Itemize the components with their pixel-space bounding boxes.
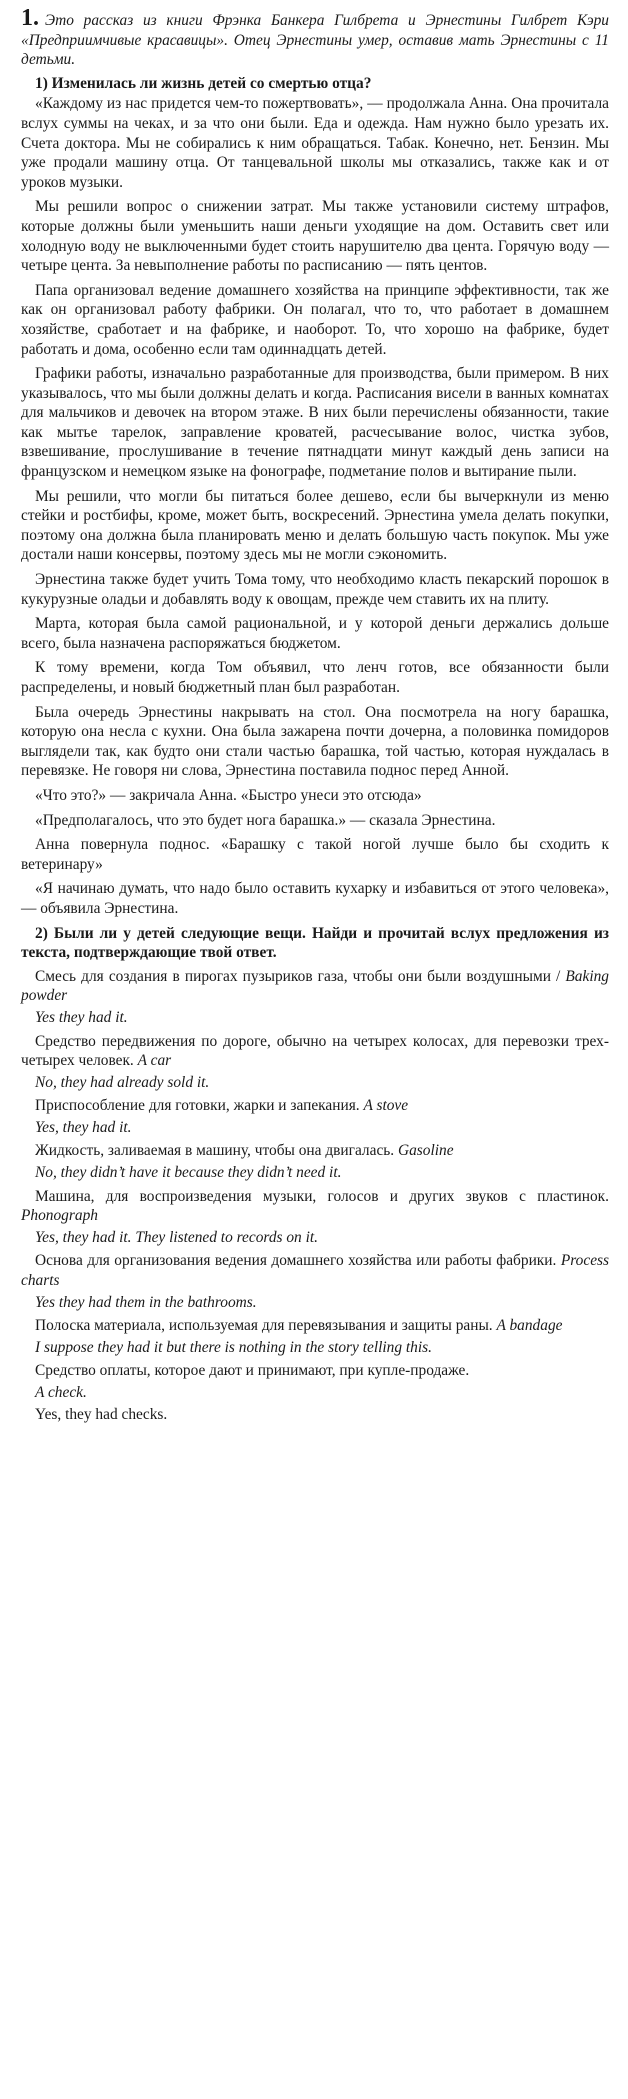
question-2-heading: 2) Были ли у детей следующие вещи. Найди и прочитай вслух предложения из текста, подтверждающие твой ответ.	[21, 924, 609, 962]
vocabulary-list	[21, 967, 609, 1424]
definition-term: A bandage	[496, 1317, 563, 1335]
exercise-number: 1.	[21, 5, 39, 31]
definition-term: A stove	[363, 1097, 409, 1115]
story-text	[21, 94, 609, 918]
definition-term: Baking powder	[21, 967, 609, 1005]
definition-term: Gasoline	[398, 1142, 454, 1160]
answer-line: I suppose they had it but there is nothing in the story telling this.	[35, 1338, 432, 1356]
question-1-heading: 1) Изменилась ли жизнь детей со смертью отца?	[35, 74, 372, 92]
definition-item	[21, 1251, 609, 1290]
definition-item	[21, 1032, 609, 1071]
definition-term: Process charts	[21, 1252, 609, 1290]
story-paragraph: Мы решили, что могли бы питаться более дешево, если бы вычеркнули из меню стейки и ростбифы, кроме, может быть, воскресений. Эрнестина умела делать покупки, поэтому она должна была планировать меню и делать большую часть покупок. Мы уже достали наши консервы, поэтому здесь мы не могли сэкономить.	[21, 487, 609, 564]
definition-item	[21, 967, 609, 1006]
answer-line: Yes, they had it. They listened to records on it.	[35, 1228, 318, 1246]
story-paragraph: Эрнестина также будет учить Тома тому, что необходимо класть пекарский порошок в кукурузные оладьи и добавлять воду к овощам, прежде чем ставить их на плиту.	[21, 571, 609, 608]
definition-item	[21, 1316, 609, 1336]
answer-line: No, they had already sold it.	[35, 1073, 210, 1091]
intro-text: Это рассказ из книги Фрэнка Банкера Гилбрета и Эрнестины Гилбрет Кэри «Предприимчивые красавицы». Отец Эрнестины умер, оставив мать Эрнестины с 11 детьми.	[21, 12, 609, 69]
story-paragraph: «Что это?» — закричала Анна. «Быстро унеси это отсюда»	[35, 786, 422, 804]
story-paragraph: «Я начинаю думать, что надо было оставить кухарку и избавиться от этого человека», — объявила Эрнестина.	[21, 880, 609, 917]
final-answer-line: Yes, they had checks.	[35, 1405, 168, 1423]
definition-item	[21, 1141, 609, 1161]
definition-item	[21, 1361, 609, 1381]
definition-text: Средство оплаты, которое дают и принимают, при купле-продаже.	[35, 1362, 470, 1380]
answer-line: Yes they had it.	[35, 1008, 128, 1026]
story-paragraph: «Предполагалось, что это будет нога барашка.» — сказала Эрнестина.	[35, 811, 496, 829]
story-paragraph: Была очередь Эрнестины накрывать на стол. Она посмотрела на ногу барашка, которую она несла с кухни. Она была зажарена почти дочерна, а половинка помидоров выглядели так, как будто они стали частью барашка, той частью, которая нуждалась в перевязке. Не говоря ни слова, Эрнестина поставила поднос перед Анной.	[21, 703, 609, 780]
story-paragraph: Марта, которая была самой рациональной, и у которой деньги держались дольше всего, была назначена распоряжаться бюджетом.	[21, 615, 609, 652]
exercise-intro	[21, 5, 609, 70]
story-paragraph: «Каждому из нас придется чем-то пожертвовать», — продолжала Анна. Она прочитала вслух суммы на чеках, и за что они были. Еда и одежда. Нам нужно было урезать их. Счета доктора. Мы не собирались к ним обращаться. Табак. Конечно, нет. Бензин. Мы уже продали машину отца. От танцевальной школы мы отказались, также как и от уроков музыки.	[21, 95, 609, 191]
definition-text: Жидкость, заливаемая в машину, чтобы она двигалась.	[35, 1142, 398, 1160]
definition-term: Phonograph	[21, 1207, 98, 1225]
definition-text: Полоска материала, используемая для перевязывания и защиты раны.	[35, 1317, 497, 1335]
definition-term: A car	[137, 1052, 172, 1070]
definition-text: Основа для организования ведения домашнего хозяйства или работы фабрики.	[35, 1252, 561, 1270]
story-paragraph: Мы решили вопрос о снижении затрат. Мы также установили систему штрафов, которые должны были уменьшить наши деньги уходящие на дом. Оставить свет или холодную воду не выключенными будет стоить нарушителю два цента. Горячую воду — четыре цента. За невыполнение работы по расписанию — пять центов.	[21, 198, 609, 275]
definition-text: Машина, для воспроизведения музыки, голосов и других звуков с пластинок.	[35, 1187, 609, 1205]
answer-line: Yes, they had it.	[35, 1118, 132, 1136]
answer-line: A check.	[35, 1384, 87, 1401]
definition-text: Средство передвижения по дороге, обычно на четырех колосах, для перевозки трех-четырех человек.	[21, 1032, 609, 1070]
story-paragraph: К тому времени, когда Том объявил, что ленч готов, все обязанности были распределены, и новый бюджетный план был разработан.	[21, 659, 609, 696]
story-paragraph: Графики работы, изначально разработанные для производства, были примером. В них указывалось, что мы были должны делать и когда. Расписания висели в ванных комнатах для мальчиков и девочек на втором этаже. В них были перечислены обязанности, такие как мытье тарелок, заправление кроватей, расчесывание волос, чистка зубов, взвешивание, прослушивание в течение пятнадцати минут каждый день записи на французском и немецком языке на фонографе, подметание полов и вытирание пыли.	[21, 365, 609, 481]
definition-item	[21, 1187, 609, 1226]
definition-item	[21, 1096, 609, 1116]
definition-text: Смесь для создания в пирогах пузыриков газа, чтобы они были воздушными /	[35, 967, 566, 985]
story-paragraph: Анна повернула поднос. «Барашку с такой ногой лучше было бы сходить к ветеринару»	[21, 836, 609, 873]
answer-line: No, they didn’t have it because they didn’t need it.	[35, 1164, 342, 1182]
answer-line: Yes they had them in the bathrooms.	[35, 1293, 257, 1311]
story-paragraph: Папа организовал ведение домашнего хозяйства на принципе эффективности, так же как он организовал работу фабрики. Он полагал, что то, что работает в домашнем хозяйстве, сработает и на фабрике, и наоборот. То, что хорошо на фабрике, будет работать и дома, особенно если там одиннадцать детей.	[21, 281, 609, 358]
definition-text: Приспособление для готовки, жарки и запекания.	[35, 1097, 364, 1115]
